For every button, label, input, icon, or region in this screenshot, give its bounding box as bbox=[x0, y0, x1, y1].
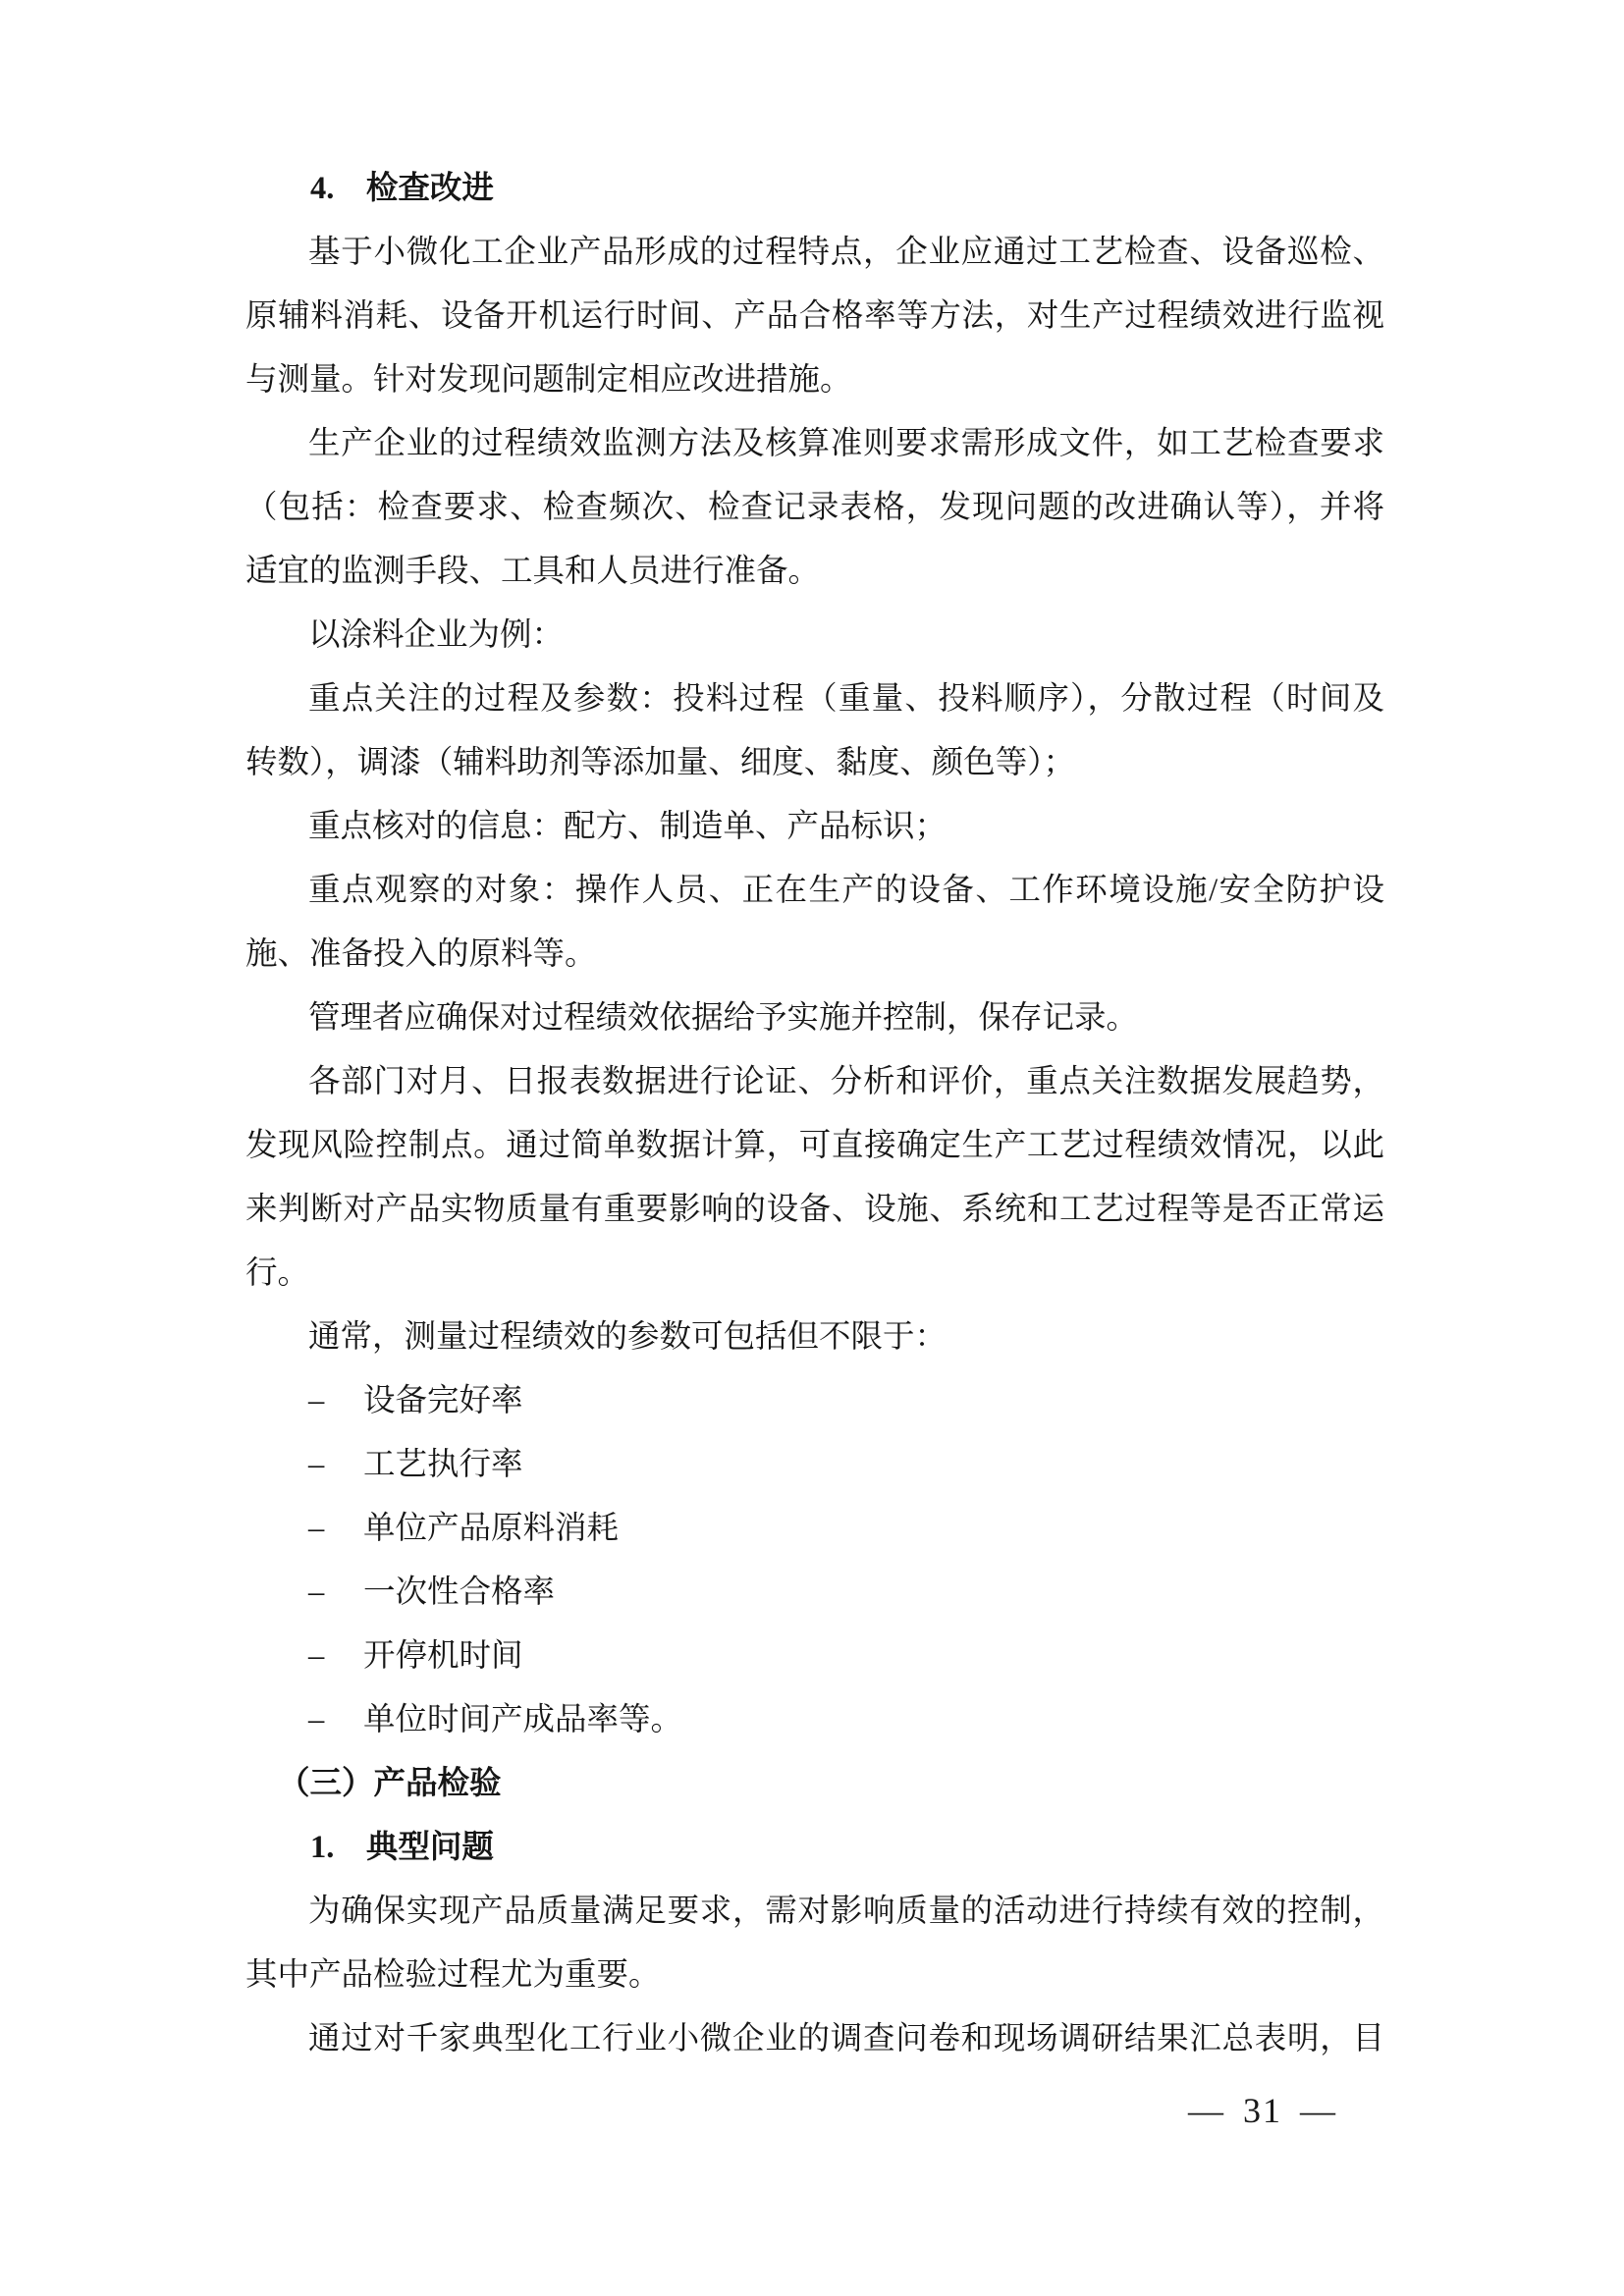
heading-line: 1. 典型问题 bbox=[310, 1830, 494, 1865]
bullet-item bbox=[245, 1688, 1384, 1752]
text-line: 重点观察的对象：操作人员、正在生产的设备、工作环境设施/安全防护设 bbox=[308, 873, 1384, 908]
heading-line: （三）产品检验 bbox=[278, 1766, 502, 1801]
bullet-label: 一次性合格率 bbox=[363, 1575, 556, 1610]
text-line: 通常，测量过程绩效的参数可包括但不限于： bbox=[308, 1319, 947, 1355]
text-line: 施、准备投入的原料等。 bbox=[245, 936, 597, 972]
text-line: 与测量。针对发现问题制定相应改进措施。 bbox=[245, 362, 852, 398]
bullet-item bbox=[245, 1497, 1384, 1561]
text-line: 基于小微化工企业产品形成的过程特点，企业应通过工艺检查、设备巡检、 bbox=[308, 235, 1384, 270]
text-line: 重点关注的过程及参数：投料过程（重量、投料顺序），分散过程（时间及 bbox=[308, 681, 1384, 717]
bullet-item bbox=[245, 1433, 1384, 1497]
text-line: 原辅料消耗、设备开机运行时间、产品合格率等方法，对生产过程绩效进行监视 bbox=[245, 298, 1384, 334]
bullet-item bbox=[245, 1561, 1384, 1625]
bullet-dash: – bbox=[308, 1702, 325, 1737]
text-line: 来判断对产品实物质量有重要影响的设备、设施、系统和工艺过程等是否正常运 bbox=[245, 1192, 1384, 1227]
bullet-dash: – bbox=[308, 1575, 325, 1610]
text-line: 以涂料企业为例： bbox=[308, 617, 565, 653]
text-line: 管理者应确保对过程绩效依据给予实施并控制，保存记录。 bbox=[308, 1000, 1139, 1036]
text-line: 重点核对的信息：配方、制造单、产品标识； bbox=[308, 809, 947, 844]
bullet-label: 单位产品原料消耗 bbox=[363, 1511, 620, 1546]
bullet-label: 单位时间产成品率等。 bbox=[363, 1702, 683, 1737]
text-line: 其中产品检验过程尤为重要。 bbox=[245, 1957, 661, 1993]
text-line: 发现风险控制点。通过简单数据计算，可直接确定生产工艺过程绩效情况，以此 bbox=[245, 1128, 1384, 1163]
text-line: 通过对千家典型化工行业小微企业的调查问卷和现场调研结果汇总表明，目 bbox=[308, 2021, 1384, 2056]
text-line: 为确保实现产品质量满足要求，需对影响质量的活动进行持续有效的控制， bbox=[308, 1894, 1384, 1929]
text-line: 行。 bbox=[245, 1255, 310, 1291]
page-number: — 31 — bbox=[1188, 2091, 1337, 2130]
bullet-item bbox=[245, 1369, 1384, 1433]
bullet-dash: – bbox=[308, 1638, 325, 1674]
text-line: 适宜的监测手段、工具和人员进行准备。 bbox=[245, 554, 821, 589]
heading-line: 4. 检查改进 bbox=[310, 171, 494, 206]
bullet-dash: – bbox=[308, 1447, 325, 1482]
bullet-label: 设备完好率 bbox=[363, 1383, 523, 1418]
bullet-dash: – bbox=[308, 1511, 325, 1546]
bullet-dash: – bbox=[308, 1383, 325, 1418]
bullet-label: 开停机时间 bbox=[363, 1638, 523, 1674]
document-body bbox=[245, 157, 1384, 2071]
text-line: （包括：检查要求、检查频次、检查记录表格，发现问题的改进确认等），并将 bbox=[245, 490, 1384, 525]
bullet-label: 工艺执行率 bbox=[363, 1447, 523, 1482]
text-line: 各部门对月、日报表数据进行论证、分析和评价，重点关注数据发展趋势， bbox=[308, 1064, 1384, 1099]
bullet-item bbox=[245, 1625, 1384, 1688]
text-line: 转数），调漆（辅料助剂等添加量、细度、黏度、颜色等）； bbox=[245, 745, 1076, 780]
text-line: 生产企业的过程绩效监测方法及核算准则要求需形成文件，如工艺检查要求 bbox=[308, 426, 1384, 461]
